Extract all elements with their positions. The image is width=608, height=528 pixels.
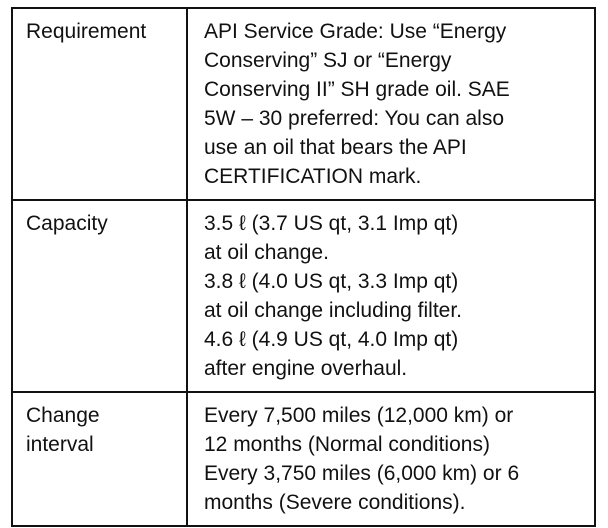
- oil-spec-table: [11, 7, 596, 527]
- value-line: at oil change.: [204, 241, 329, 264]
- value-line: at oil change including filter.: [204, 299, 462, 322]
- value-line: 4.6 ℓ (4.9 US qt, 4.0 Imp qt): [204, 328, 459, 351]
- row-label-change-interval: [12, 392, 187, 526]
- value-line: Conserving II” SH grade oil. SAE: [204, 78, 510, 101]
- value-line: months (Severe conditions).: [204, 491, 466, 514]
- table-row-requirement: [12, 8, 595, 200]
- row-value-capacity: [187, 200, 595, 392]
- table-row-capacity: [12, 200, 595, 392]
- value-line: Every 7,500 miles (12,000 km) or: [204, 404, 514, 427]
- row-label-requirement: [12, 8, 187, 200]
- row-value-change-interval: [187, 392, 595, 526]
- value-line: 3.8 ℓ (4.0 US qt, 3.3 Imp qt): [204, 270, 459, 293]
- value-line: 12 months (Normal conditions): [204, 433, 490, 456]
- label-line: Requirement: [26, 20, 147, 43]
- value-line: Conserving” SJ or “Energy: [204, 49, 452, 72]
- row-label-capacity: [12, 200, 187, 392]
- label-line: Capacity: [26, 212, 108, 235]
- table-row-change-interval: [12, 392, 595, 526]
- row-value-requirement: [187, 8, 595, 200]
- label-line: interval: [26, 433, 94, 456]
- value-line: 3.5 ℓ (3.7 US qt, 3.1 Imp qt): [204, 212, 459, 235]
- value-line: API Service Grade: Use “Energy: [204, 20, 507, 43]
- value-line: Every 3,750 miles (6,000 km) or 6: [204, 462, 520, 485]
- value-line: use an oil that bears the API: [204, 136, 467, 159]
- value-line: CERTIFICATION mark.: [204, 165, 422, 188]
- label-line: Change: [26, 404, 100, 427]
- value-line: after engine overhaul.: [204, 357, 408, 380]
- value-line: 5W – 30 preferred: You can also: [204, 107, 505, 130]
